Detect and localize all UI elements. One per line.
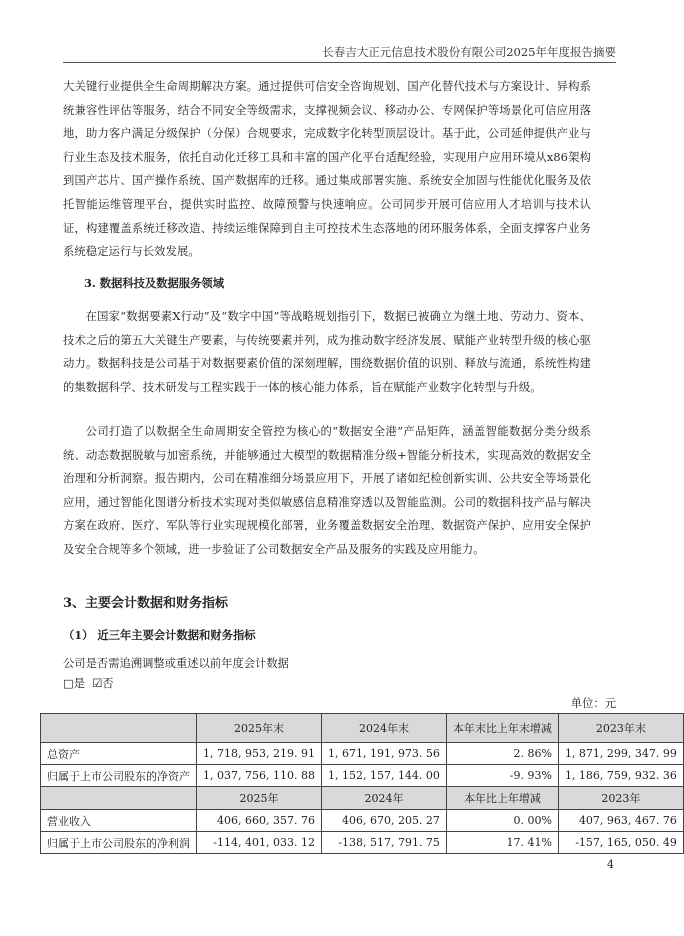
table-cell: 1, 871, 299, 347. 99 — [558, 743, 683, 765]
option-yes-checkbox: □是 — [63, 677, 85, 690]
table-cell: 0. 00% — [446, 810, 558, 832]
table-cell: 1, 718, 953, 219. 91 — [197, 743, 322, 765]
table-header-cell: 2023年 — [558, 787, 683, 810]
table-cell: 2. 86% — [446, 743, 558, 765]
table-row — [41, 810, 684, 832]
header-divider — [63, 62, 616, 63]
data-tech-paragraph-2: 公司打造了以数据全生命周期安全管控为核心的“数据安全港”产品矩阵，涵盖智能数据分类分级系统、动态数据脱敏与加密系统，并能够通过大模型的数据精准分级+智能分析技术，实现高效的数据安全治理和分析洞察。报告期内，公司在精准细分场景应用下，开展了诸如纪检创新实训、公共安全等场景化应用，通过智能化图谱分析技术实现对类似敏感信息精准穿透以及智能监测。公司的数据科技产品与解决方案在政府、医疗、军队等行业实现规模化部署，业务覆盖数据安全治理、数据资产保护、应用安全保护及安全合规等多个领域，进一步验证了公司数据安全产品及服务的实践及应用能力。 — [63, 425, 591, 556]
table-row — [41, 765, 684, 787]
report-header-title: 长春吉大正元信息技术股份有限公司2025年年度报告摘要 — [322, 45, 616, 59]
table-cell: 1, 152, 157, 144. 00 — [321, 765, 446, 787]
restatement-question: 公司是否需追溯调整或重述以前年度会计数据 — [63, 657, 289, 670]
table-cell: 407, 963, 467. 76 — [558, 810, 683, 832]
section-heading-data-tech: 3. 数据科技及数据服务领域 — [84, 276, 224, 290]
table-header-cell — [41, 787, 197, 810]
table-header-cell: 2023年末 — [558, 714, 683, 743]
table-cell: -138, 517, 791. 75 — [321, 832, 446, 854]
data-tech-paragraph-1: 在国家“数据要素X行动”及“数字中国”等战略规划指引下，数据已被确立为继土地、劳动力、资本、技术之后的第五大关键生产要素，与传统要素并列，成为推动数字经济发展、赋能产业转型升级的核心驱动力。数据科技是公司基于对数据要素价值的深刻理解，围绕数据价值的识别、释放与流通，系统性构建的集数据科学、技术研发与工程实践于一体的核心能力体系，旨在赋能产业数字化转型与升级。 — [63, 310, 591, 394]
table-cell: 1, 671, 191, 973. 56 — [321, 743, 446, 765]
table-header-cell: 2024年 — [321, 787, 446, 810]
table-header-cell: 2025年 — [197, 787, 322, 810]
table-cell: -114, 401, 033. 12 — [197, 832, 322, 854]
restatement-options — [63, 675, 114, 691]
table-row — [41, 743, 684, 765]
table-cell-label: 归属于上市公司股东的净利润 — [41, 832, 197, 854]
table-cell: 406, 670, 205. 27 — [321, 810, 446, 832]
page-number: 4 — [607, 858, 614, 871]
table-header-row — [41, 787, 684, 810]
unit-label: 单位：元 — [570, 697, 616, 710]
financial-data-table — [40, 713, 684, 854]
table-cell-label: 营业收入 — [41, 810, 197, 832]
section-heading-accounting: 3、主要会计数据和财务指标 — [63, 596, 229, 611]
table-cell: 406, 660, 357. 76 — [197, 810, 322, 832]
subheading-three-year: （1） 近三年主要会计数据和财务指标 — [63, 628, 256, 642]
table-header-cell: 本年末比上年末增减 — [446, 714, 558, 743]
intro-paragraph: 大关键行业提供全生命周期解决方案。通过提供可信安全咨询规划、国产化替代技术与方案设计、异构系统兼容性评估等服务，结合不同安全等级需求，支撑视频会议、移动办公、专网保护等场景化可信应用落地，助力客户满足分级保护（分保）合规要求，完成数字化转型顶层设计。基于此，公司延伸提供产业与行业生态及技术服务，依托自动化迁移工具和丰富的国产化平台适配经验，实现用户应用环境从x86架构到国产芯片、国产操作系统、国产数据库的迁移。通过集成部署实施、系统安全加固与性能优化服务及依托智能运维管理平台，提供实时监控、故障预警与快速响应。公司同步开展可信应用人才培训与技术认证，构建覆盖系统迁移改造、持续运维保障到自主可控技术生态落地的闭环服务体系，全面支撑客户业务系统稳定运行与长效发展。 — [63, 80, 591, 259]
table-cell: 17. 41% — [446, 832, 558, 854]
table-cell: -157, 165, 050. 49 — [558, 832, 683, 854]
table-cell-label: 归属于上市公司股东的净资产 — [41, 765, 197, 787]
option-no-checkbox: ☑否 — [92, 677, 114, 690]
table-header-cell — [41, 714, 197, 743]
table-cell: 1, 037, 756, 110. 88 — [197, 765, 322, 787]
table-header-cell: 2025年末 — [197, 714, 322, 743]
table-cell: -9. 93% — [446, 765, 558, 787]
table-row — [41, 832, 684, 854]
table-cell-label: 总资产 — [41, 743, 197, 765]
table-cell: 1, 186, 759, 932. 36 — [558, 765, 683, 787]
table-header-cell: 本年比上年增减 — [446, 787, 558, 810]
table-header-row — [41, 714, 684, 743]
table-header-cell: 2024年末 — [321, 714, 446, 743]
